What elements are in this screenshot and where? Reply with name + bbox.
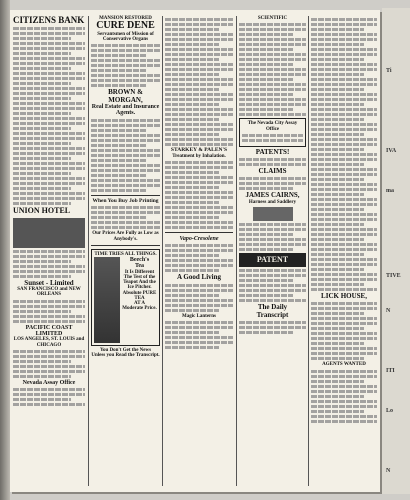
transcript-heading: Transcript bbox=[256, 310, 289, 319]
at-a-text: AT A bbox=[133, 301, 146, 307]
column-5 bbox=[311, 16, 377, 486]
edge-fragment: Lo bbox=[386, 408, 394, 414]
adjacent-page-edge bbox=[382, 8, 410, 494]
cairns-heading: JAMES CAIRNS, bbox=[245, 191, 300, 200]
column-rule bbox=[308, 16, 309, 486]
column-2 bbox=[91, 16, 160, 486]
la-heading: LOS ANGELES, ST. LOUIS and CHICAGO bbox=[13, 337, 85, 348]
horse-engraving bbox=[253, 207, 293, 221]
column-rule bbox=[162, 16, 163, 486]
good-living-heading: A Good Living bbox=[177, 273, 221, 282]
sunset-heading: Sunset - Limited bbox=[24, 278, 74, 287]
pitcher-text: Ice Pitcher. bbox=[127, 285, 152, 291]
patents-heading: PATENTS! bbox=[255, 147, 290, 156]
column-3 bbox=[165, 16, 233, 486]
edge-fragment: N bbox=[386, 308, 391, 314]
edge-fragment: IVA bbox=[386, 148, 397, 154]
column-rule bbox=[236, 16, 237, 486]
claims-heading: CLAIMS bbox=[258, 167, 287, 176]
brown-morgan-heading: BROWN & MORGAN, bbox=[108, 88, 143, 104]
teapot-text: Teapot And the bbox=[123, 280, 156, 286]
edge-fragment: N bbox=[386, 468, 391, 474]
newspaper-page bbox=[10, 10, 380, 492]
different-text: It Is Different bbox=[124, 269, 155, 275]
column-4 bbox=[239, 16, 306, 486]
lick-house-heading: LICK HOUSE, bbox=[321, 292, 367, 300]
bank-heading: CITIZENS BANK bbox=[13, 15, 85, 25]
agents-heading: AGENTS WANTED bbox=[322, 362, 366, 368]
edge-fragment: Ti bbox=[386, 68, 392, 74]
time-tries-heading: TIME TRIES ALL THINGS. bbox=[94, 251, 157, 257]
dont-get-text: You Don't Get the News bbox=[99, 348, 152, 354]
edge-fragment: ma bbox=[386, 188, 394, 194]
real-estate-heading: Real Estate and Insurance Agents. bbox=[91, 103, 160, 117]
assay-heading: Nevada Assay Office bbox=[22, 379, 76, 386]
unless-text: Unless you Read the Transcript. bbox=[91, 353, 160, 359]
harness-heading: Harness and Saddlery bbox=[248, 199, 297, 205]
test-text: The Test of the bbox=[123, 274, 156, 280]
cure-subtitle: Servantsmen of Mission of Conservative Organs bbox=[97, 31, 154, 42]
treatment-heading: Treatment by Inhalation. bbox=[172, 153, 226, 159]
job-printing-heading: When You Buy Job Printing bbox=[92, 197, 159, 204]
beech-tea-ad bbox=[91, 249, 160, 346]
prices-heading: Our Prices Are Fully as Low as Anybody's. bbox=[92, 231, 159, 242]
column-left bbox=[13, 16, 85, 486]
assay-office-heading: The Nevada City Assay Office bbox=[247, 121, 298, 132]
mansion-heading: MANSION RESTORED bbox=[99, 16, 152, 21]
edge-fragment: TIVE bbox=[386, 273, 401, 279]
hotel-engraving bbox=[13, 218, 85, 248]
column-rule bbox=[88, 16, 89, 486]
tea-text: Tea bbox=[134, 263, 145, 270]
sf-heading: SAN FRANCISCO and NEW ORLEANS bbox=[17, 287, 81, 298]
daily-heading: The Daily bbox=[257, 303, 288, 312]
edge-fragment: ITI bbox=[386, 368, 395, 374]
beechs-text: Beech's bbox=[129, 257, 150, 264]
absolute-text: Absolute PURE TEA bbox=[122, 290, 157, 301]
moderate-text: Moderate Price. bbox=[122, 306, 157, 312]
magic-heading: Magic Lanterns bbox=[181, 313, 217, 319]
vapo-heading: Vapo-Cresolene bbox=[179, 236, 219, 243]
book-spine-edge bbox=[0, 0, 10, 500]
hotel-heading: UNION HOTEL bbox=[13, 206, 71, 216]
cure-heading: CURE DENE bbox=[96, 20, 155, 32]
patent-heading: PATENT bbox=[256, 255, 289, 265]
starkey-heading: STARKEY & PALEN'S bbox=[170, 147, 228, 153]
figure-illustration bbox=[94, 257, 120, 343]
scientific-heading: SCIENTIFIC bbox=[257, 16, 288, 21]
pacific-heading: PACIFIC COAST LIMITED bbox=[25, 324, 73, 337]
